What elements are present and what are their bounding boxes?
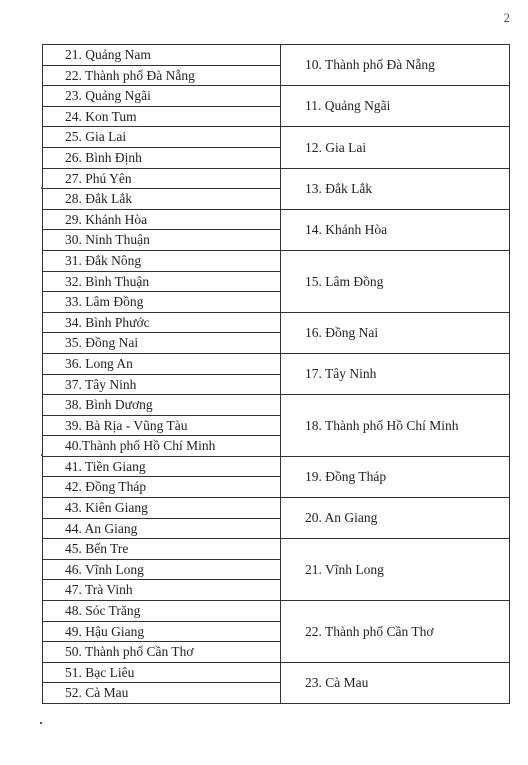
- scan-mark: [41, 187, 43, 189]
- old-province-cell: 27. Phú Yên: [43, 168, 281, 189]
- new-province-cell: 14. Khánh Hòa: [281, 209, 510, 250]
- table-row: [43, 395, 510, 416]
- new-province-cell: 21. Vĩnh Long: [281, 539, 510, 601]
- table-row: [43, 353, 510, 374]
- old-province-cell: 21. Quảng Nam: [43, 45, 281, 66]
- old-province-cell: 50. Thành phố Cần Thơ: [43, 642, 281, 663]
- old-province-cell: 52. Cà Mau: [43, 683, 281, 704]
- province-merge-table: [42, 44, 510, 704]
- old-province-cell: 37. Tây Ninh: [43, 374, 281, 395]
- table-row: [43, 250, 510, 271]
- new-province-cell: 12. Gia Lai: [281, 127, 510, 168]
- table-row: [43, 539, 510, 560]
- old-province-cell: 48. Sóc Trăng: [43, 601, 281, 622]
- old-province-cell: 22. Thành phố Đà Nẵng: [43, 65, 281, 86]
- old-province-cell: 45. Bến Tre: [43, 539, 281, 560]
- old-province-cell: 36. Long An: [43, 353, 281, 374]
- old-province-cell: 33. Lâm Đồng: [43, 292, 281, 313]
- new-province-cell: 22. Thành phố Cần Thơ: [281, 601, 510, 663]
- old-province-cell: 39. Bà Rịa - Vũng Tàu: [43, 415, 281, 436]
- old-province-cell: 43. Kiên Giang: [43, 498, 281, 519]
- old-province-cell: 32. Bình Thuận: [43, 271, 281, 292]
- old-province-cell: 41. Tiền Giang: [43, 456, 281, 477]
- old-province-cell: 51. Bạc Liêu: [43, 662, 281, 683]
- old-province-cell: 28. Đắk Lắk: [43, 189, 281, 210]
- old-province-cell: 42. Đồng Tháp: [43, 477, 281, 498]
- old-province-cell: 29. Khánh Hòa: [43, 209, 281, 230]
- old-province-cell: 31. Đắk Nông: [43, 250, 281, 271]
- old-province-cell: 38. Bình Dương: [43, 395, 281, 416]
- old-province-cell: 26. Bình Định: [43, 147, 281, 168]
- province-merge-table-body: [43, 45, 510, 704]
- old-province-cell: 30. Ninh Thuận: [43, 230, 281, 251]
- table-row: [43, 498, 510, 519]
- new-province-cell: 13. Đắk Lắk: [281, 168, 510, 209]
- new-province-cell: 10. Thành phố Đà Nẵng: [281, 45, 510, 86]
- old-province-cell: 24. Kon Tum: [43, 106, 281, 127]
- table-row: [43, 312, 510, 333]
- page-number: 2: [503, 10, 510, 25]
- table-row: [43, 45, 510, 66]
- new-province-cell: 23. Cà Mau: [281, 662, 510, 703]
- scan-mark: [41, 454, 43, 456]
- new-province-cell: 19. Đồng Tháp: [281, 456, 510, 497]
- old-province-cell: 40.Thành phố Hồ Chí Minh: [43, 436, 281, 457]
- table-row: [43, 127, 510, 148]
- table-row: [43, 86, 510, 107]
- old-province-cell: 34. Bình Phước: [43, 312, 281, 333]
- old-province-cell: 46. Vĩnh Long: [43, 559, 281, 580]
- old-province-cell: 35. Đồng Nai: [43, 333, 281, 354]
- old-province-cell: 25. Gia Lai: [43, 127, 281, 148]
- old-province-cell: 49. Hậu Giang: [43, 621, 281, 642]
- old-province-cell: 23. Quảng Ngãi: [43, 86, 281, 107]
- new-province-cell: 15. Lâm Đồng: [281, 250, 510, 312]
- old-province-cell: 44. An Giang: [43, 518, 281, 539]
- table-row: [43, 601, 510, 622]
- new-province-cell: 16. Đồng Nai: [281, 312, 510, 353]
- new-province-cell: 18. Thành phố Hồ Chí Minh: [281, 395, 510, 457]
- scan-mark: [40, 722, 42, 724]
- new-province-cell: 17. Tây Ninh: [281, 353, 510, 394]
- new-province-cell: 11. Quảng Ngãi: [281, 86, 510, 127]
- old-province-cell: 47. Trà Vinh: [43, 580, 281, 601]
- table-row: [43, 662, 510, 683]
- table-row: [43, 456, 510, 477]
- table-row: [43, 168, 510, 189]
- table-row: [43, 209, 510, 230]
- new-province-cell: 20. An Giang: [281, 498, 510, 539]
